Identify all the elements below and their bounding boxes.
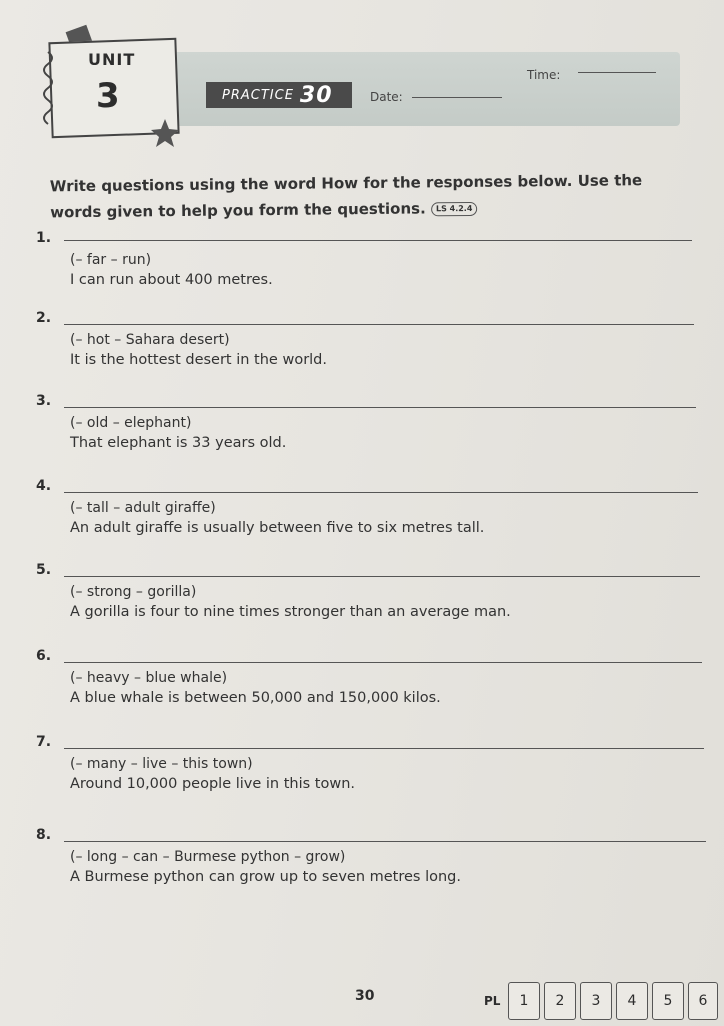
item-number: 2. — [36, 310, 52, 326]
time-label: Time: — [527, 68, 561, 82]
star-icon — [150, 118, 180, 148]
response-text: That elephant is 33 years old. — [70, 435, 287, 451]
unit-number: 3 — [96, 76, 120, 116]
answer-line[interactable] — [64, 324, 694, 325]
pl-label: PL — [484, 994, 501, 1008]
answer-line[interactable] — [64, 841, 706, 842]
answer-line[interactable] — [64, 492, 698, 493]
page-number: 30 — [355, 988, 375, 1004]
answer-line[interactable] — [64, 748, 704, 749]
date-field[interactable] — [412, 97, 502, 98]
word-hint: (– heavy – blue whale) — [70, 670, 228, 686]
item-number: 3. — [36, 393, 52, 409]
practice-label: PRACTICE — [222, 87, 294, 103]
learning-standard-code: LS 4.2.4 — [431, 201, 478, 215]
item-number: 5. — [36, 562, 52, 578]
item-number: 4. — [36, 478, 52, 494]
item-number: 6. — [36, 648, 52, 664]
unit-label: UNIT — [88, 50, 136, 69]
word-hint: (– many – live – this town) — [70, 756, 253, 772]
word-hint: (– hot – Sahara desert) — [70, 332, 230, 348]
pl-level-1[interactable]: 1 — [508, 982, 540, 1020]
word-hint: (– long – can – Burmese python – grow) — [70, 849, 346, 865]
word-hint: (– old – elephant) — [70, 415, 192, 431]
item-number: 1. — [36, 230, 52, 246]
response-text: A gorilla is four to nine times stronger than an average man. — [70, 604, 511, 620]
item-number: 8. — [36, 827, 52, 843]
response-text: Around 10,000 people live in this town. — [70, 776, 356, 792]
response-text: It is the hottest desert in the world. — [70, 352, 327, 368]
pl-level-5[interactable]: 5 — [652, 982, 684, 1020]
date-label: Date: — [370, 90, 403, 104]
word-hint: (– strong – gorilla) — [70, 584, 197, 600]
practice-badge — [206, 82, 352, 108]
time-field[interactable] — [578, 72, 656, 73]
spiral-binding-icon — [40, 50, 56, 130]
pl-level-2[interactable]: 2 — [544, 982, 576, 1020]
response-text: A blue whale is between 50,000 and 150,000 kilos. — [70, 690, 441, 706]
practice-number: 30 — [299, 82, 333, 108]
pl-level-6[interactable]: 6 — [688, 982, 718, 1020]
item-number: 7. — [36, 734, 52, 750]
answer-line[interactable] — [64, 407, 696, 408]
response-text: An adult giraffe is usually between five to six metres tall. — [70, 520, 485, 536]
pl-level-3[interactable]: 3 — [580, 982, 612, 1020]
response-text: A Burmese python can grow up to seven metres long. — [70, 869, 461, 885]
instructions — [50, 167, 691, 226]
word-hint: (– tall – adult giraffe) — [70, 500, 216, 516]
pl-level-4[interactable]: 4 — [616, 982, 648, 1020]
answer-line[interactable] — [64, 240, 692, 241]
word-hint: (– far – run) — [70, 252, 152, 268]
response-text: I can run about 400 metres. — [70, 272, 273, 288]
answer-line[interactable] — [64, 576, 700, 577]
instructions-text: Write questions using the word How for the responses below. Use the words given to help you form the questions. — [49, 171, 643, 222]
answer-line[interactable] — [64, 662, 702, 663]
